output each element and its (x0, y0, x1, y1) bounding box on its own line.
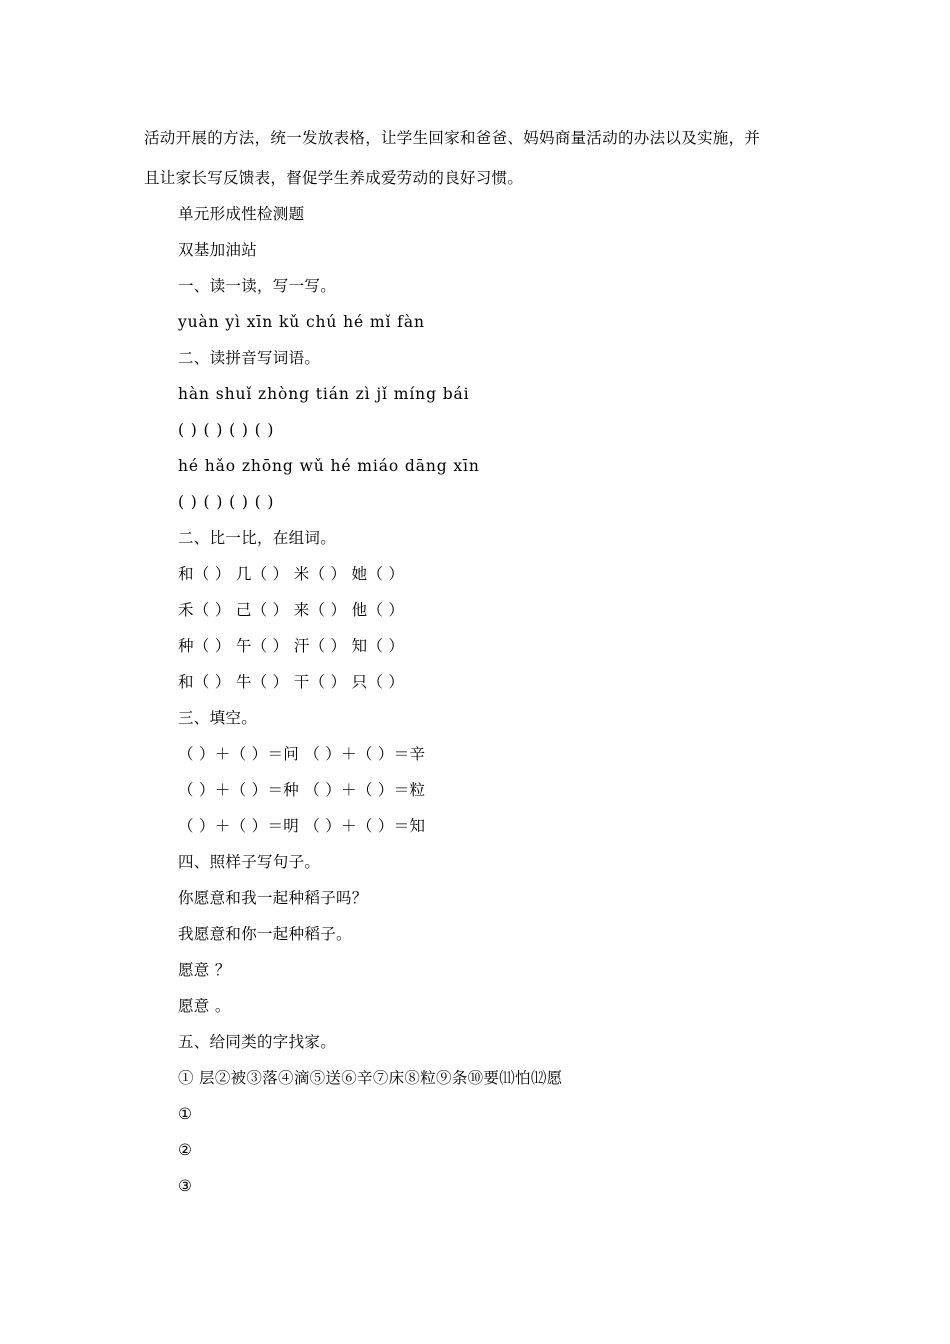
q4-row: （ ）＋（ ）＝明 （ ）＋（ ）＝知 (178, 817, 426, 835)
q2-blanks-row-2: ( ) ( ) ( ) ( ) (178, 493, 275, 511)
q6-group: ② (178, 1141, 193, 1159)
q1-heading: 一、读一读，写一写。 (178, 277, 337, 295)
q6-chars: ① 层②被③落④滴⑤送⑥辛⑦床⑧粒⑨条⑩要⑾怕⑿愿 (178, 1069, 563, 1087)
q6-heading: 五、给同类的字找家。 (178, 1033, 337, 1051)
q5-prompt-1: 愿意 ？ (178, 961, 231, 979)
q2-pinyin-row-1: hàn shuǐ zhòng tián zì jǐ míng bái (178, 385, 470, 403)
q1-pinyin: yuàn yì xīn kǔ chú hé mǐ fàn (178, 313, 425, 331)
q6-group: ③ (178, 1177, 193, 1195)
q3-row: 禾（ ） 己（ ） 来（ ） 他（ ） (178, 601, 405, 619)
unit-title: 单元形成性检测题 (178, 205, 305, 223)
q5-example-question: 你愿意和我一起种稻子吗？ (178, 889, 368, 907)
q5-prompt-2: 愿意 。 (178, 997, 231, 1015)
section-title: 双基加油站 (178, 241, 258, 259)
q4-row: （ ）＋（ ）＝种 （ ）＋（ ）＝粒 (178, 781, 426, 799)
q4-heading: 三、填空。 (178, 709, 258, 727)
q3-heading: 二、比一比，在组词。 (178, 529, 337, 547)
intro-line-2: 且让家长写反馈表，督促学生养成爱劳动的良好习惯。 (144, 169, 524, 187)
intro-line-1: 活动开展的方法，统一发放表格，让学生回家和爸爸、妈妈商量活动的办法以及实施，并 (144, 129, 761, 147)
q3-row: 和（ ） 几（ ） 米（ ） 她（ ） (178, 565, 405, 583)
q2-heading: 二、读拼音写词语。 (178, 349, 321, 367)
q5-example-answer: 我愿意和你一起种稻子。 (178, 925, 352, 943)
q4-row: （ ）＋（ ）＝问 （ ）＋（ ）＝辛 (178, 745, 426, 763)
q2-blanks-row-1: ( ) ( ) ( ) ( ) (178, 421, 275, 439)
q5-heading: 四、照样子写句子。 (178, 853, 321, 871)
q6-group: ① (178, 1105, 193, 1123)
q3-row: 种（ ） 午（ ） 汗（ ） 知（ ） (178, 637, 405, 655)
q3-row: 和（ ） 牛（ ） 干（ ） 只（ ） (178, 673, 405, 691)
q2-pinyin-row-2: hé hǎo zhōng wǔ hé miáo dāng xīn (178, 457, 480, 475)
